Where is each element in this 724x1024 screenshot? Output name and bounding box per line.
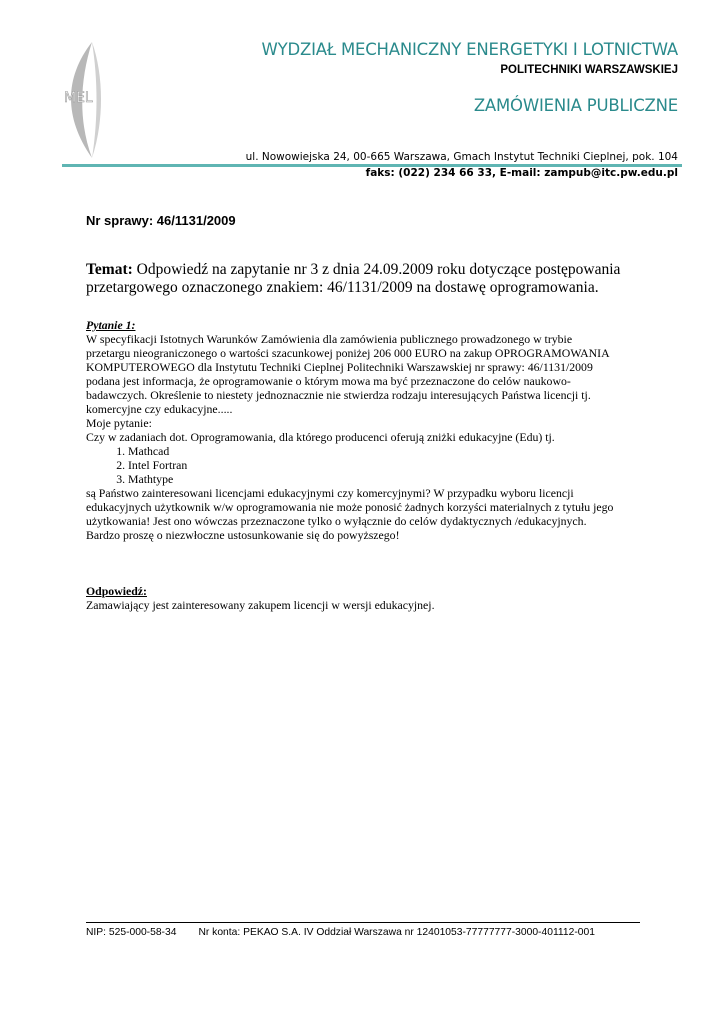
- question-line: Czy w zadaniach dot. Oprogramowania, dla którego producenci oferują zniżki edukacyjne (Edu) tj.: [86, 430, 555, 444]
- footer: [86, 927, 595, 938]
- question-line: edukacyjnych użytkownik w/w oprogramowania nie może ponosić żadnych korzyści materialnych z tytułu jego: [86, 500, 614, 514]
- question-line: badawczych. Określenie to niestety jednoznacznie nie stwierdza rodzaju interesujących Państwa licencji tj.: [86, 388, 591, 402]
- topic-label: Temat:: [86, 261, 133, 278]
- mel-logo-graphic: [58, 40, 110, 160]
- list-item: 2. Intel Fortran: [128, 458, 646, 472]
- list-item: 1. Mathcad: [128, 444, 646, 458]
- question-line: przetargu nieograniczonego o wartości szacunkowej poniżej 206 000 EURO na zakup OPROGRAMOWANIA: [86, 346, 610, 360]
- footer-divider: [86, 922, 640, 923]
- question-line: użytkowania! Jest ono wówczas przeznaczone tylko o wyłącznie do celów dydaktycznych /edukacyjnych.: [86, 514, 587, 528]
- case-number: Nr sprawy: 46/1131/2009: [86, 213, 236, 228]
- logo-text: MEL: [64, 90, 93, 106]
- list-item: 3. Mathtype: [128, 472, 646, 486]
- contact-line: faks: (022) 234 66 33, E-mail: zampub@itc.pw.edu.pl: [365, 167, 678, 179]
- answer-label: Odpowiedź:: [86, 584, 147, 598]
- section-title: ZAMÓWIENIA PUBLICZNE: [473, 96, 678, 115]
- answer-text: Zamawiający jest zainteresowany zakupem licencji w wersji edukacyjnej.: [86, 598, 435, 612]
- university-name: POLITECHNIKI WARSZAWSKIEJ: [500, 64, 678, 76]
- address-line: ul. Nowowiejska 24, 00-665 Warszawa, Gmach Instytut Techniki Cieplnej, pok. 104: [245, 151, 678, 163]
- topic-line-2: przetargowego oznaczonego znakiem: 46/1131/2009 na dostawę oprogramowania.: [86, 279, 599, 296]
- answer-block: [86, 584, 646, 612]
- topic-line-1: Odpowiedź na zapytanie nr 3 z dnia 24.09.2009 roku dotyczące postępowania: [136, 261, 621, 278]
- question-line: KOMPUTEROWEGO dla Instytutu Techniki Cieplnej Politechniki Warszawskiej nr sprawy: 46/1131/2009: [86, 360, 593, 374]
- question-block: [86, 318, 646, 542]
- mel-logo: [58, 40, 110, 160]
- question-line: podana jest informacja, że oprogramowanie o którym mowa ma być przeznaczone do celów naukowo-: [86, 374, 571, 388]
- question-line: W specyfikacji Istotnych Warunków Zamówienia dla zamówienia publicznego prowadzonego w trybie: [86, 332, 573, 346]
- question-line: komercyjne czy edukacyjne.....: [86, 402, 233, 416]
- question-line: Bardzo proszę o niezwłoczne ustosunkowanie się do powyższego!: [86, 528, 400, 542]
- footer-nip: NIP: 525-000-58-34: [86, 927, 177, 938]
- footer-account: Nr konta: PEKAO S.A. IV Oddział Warszawa nr 12401053-77777777-3000-401112-001: [198, 927, 595, 938]
- question-line: Moje pytanie:: [86, 416, 152, 430]
- question-label: Pytanie 1:: [86, 318, 136, 332]
- question-line: są Państwo zainteresowani licencjami edukacyjnymi czy komercyjnymi? W przypadku wyboru licencji: [86, 486, 574, 500]
- software-list: [86, 444, 646, 486]
- faculty-title: WYDZIAŁ MECHANICZNY ENERGETYKI I LOTNICTWA: [261, 40, 678, 59]
- topic-block: [86, 261, 646, 297]
